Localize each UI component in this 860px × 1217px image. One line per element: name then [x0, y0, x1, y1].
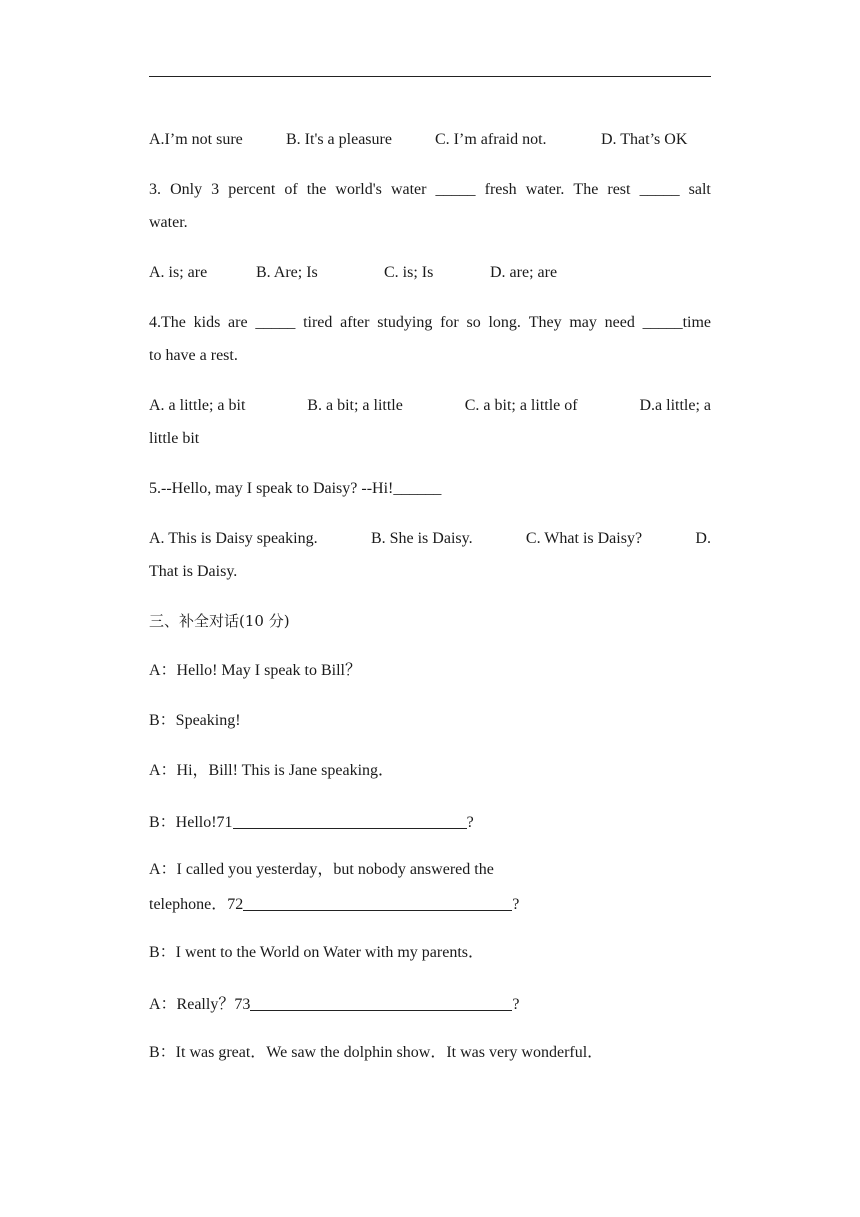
q5-question: 5.--Hello, may I speak to Daisy? --Hi!______ — [149, 480, 442, 497]
q3-option-a: A. is; are — [149, 264, 208, 281]
q4-question-line1 — [149, 312, 711, 334]
dialogue-line-2: B：Speaking! — [149, 712, 241, 729]
word: fresh — [484, 181, 517, 198]
q5-options — [149, 528, 711, 550]
blank: _____ — [639, 181, 680, 198]
word: percent — [228, 181, 276, 198]
word: after — [340, 314, 370, 331]
word: so — [466, 314, 481, 331]
q5-options-line2: That is Daisy. — [149, 563, 238, 580]
word: salt — [688, 181, 711, 198]
q4-option-d: D.a little; a — [639, 397, 711, 414]
blank: _____ — [435, 181, 476, 198]
q2-option-a: A.I’m not sure — [149, 131, 243, 148]
word: the — [306, 181, 327, 198]
dialogue-line-7 — [149, 992, 711, 1016]
question-mark: ? — [512, 996, 520, 1013]
q3-option-c: C. is; Is — [384, 264, 434, 281]
dialogue-line-5b — [149, 892, 711, 916]
section-heading: 三、补全对话(10 分) — [149, 612, 290, 630]
dialogue-line-4-text: B：Hello!71 — [149, 814, 233, 831]
word: water — [390, 181, 427, 198]
word: The — [573, 181, 599, 198]
word: tired — [303, 314, 333, 331]
dialogue-line-4 — [149, 810, 711, 834]
word: 4.The — [149, 314, 186, 331]
word: Only — [170, 181, 203, 198]
dialogue-line-7-text: A：Really？73 — [149, 996, 251, 1013]
q2-option-d: D. That’s OK — [601, 131, 688, 148]
word: need — [604, 314, 635, 331]
dialogue-line-8: B：It was great．We saw the dolphin show．It was very wonderful． — [149, 1044, 604, 1061]
word: long. — [488, 314, 521, 331]
word: kids — [193, 314, 221, 331]
dialogue-line-5b-text: telephone．72 — [149, 896, 244, 913]
word: 3 — [211, 181, 220, 198]
q3-option-b: B. Are; Is — [256, 264, 318, 281]
q4-option-b: B. a bit; a little — [307, 397, 403, 414]
answer-blank-71[interactable] — [233, 812, 467, 829]
q4-option-a: A. a little; a bit — [149, 397, 246, 414]
header-rule — [149, 76, 711, 77]
q2-option-b: B. It's a pleasure — [286, 131, 392, 148]
question-mark: ? — [512, 896, 520, 913]
word: for — [440, 314, 459, 331]
word: water. — [525, 181, 565, 198]
blank: _____ — [255, 314, 296, 331]
word: may — [569, 314, 597, 331]
q5-option-c: C. What is Daisy? — [525, 530, 643, 547]
answer-blank-72[interactable] — [243, 894, 512, 911]
q5-option-d: D. — [695, 530, 711, 547]
dialogue-line-5a: A：I called you yesterday，but nobody answered the — [149, 861, 494, 878]
dialogue-line-1: A：Hello! May I speak to Bill？ — [149, 662, 361, 679]
q4-option-c: C. a bit; a little of — [464, 397, 578, 414]
q4-options — [149, 395, 711, 417]
word: world's — [335, 181, 382, 198]
answer-blank-73[interactable] — [250, 994, 512, 1011]
q4-question-line2: to have a rest. — [149, 347, 238, 364]
word: rest — [607, 181, 631, 198]
dialogue-line-3: A：Hi，Bill! This is Jane speaking． — [149, 762, 395, 779]
dialogue-line-6: B：I went to the World on Water with my parents． — [149, 944, 485, 961]
q4-options-line2: little bit — [149, 430, 200, 447]
word: _____time — [642, 314, 711, 331]
word: They — [528, 314, 562, 331]
word: 3. — [149, 181, 161, 198]
word: of — [284, 181, 298, 198]
q3-option-d: D. are; are — [490, 264, 558, 281]
word: studying — [377, 314, 433, 331]
q5-option-b: B. She is Daisy. — [370, 530, 473, 547]
q3-question-line1 — [149, 179, 711, 201]
q2-option-c: C. I’m afraid not. — [435, 131, 547, 148]
question-mark: ? — [466, 814, 474, 831]
q3-question-line2: water. — [149, 214, 188, 231]
q5-option-a: A. This is Daisy speaking. — [149, 530, 318, 547]
word: are — [228, 314, 248, 331]
